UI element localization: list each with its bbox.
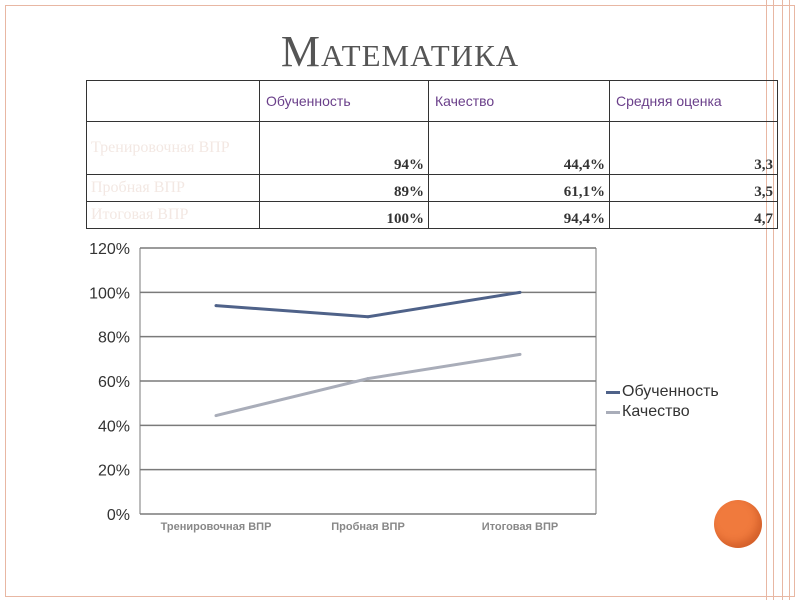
data-point bbox=[367, 315, 370, 318]
decorative-orange-circle bbox=[714, 500, 762, 548]
y-tick-label: 80% bbox=[97, 329, 130, 347]
table-header-row bbox=[87, 81, 778, 122]
x-tick-label: Тренировочная ВПР bbox=[160, 521, 272, 533]
data-point bbox=[519, 353, 522, 356]
data-point bbox=[215, 304, 218, 307]
table-header-srednyaya: Средняя оценка bbox=[610, 81, 778, 122]
data-point bbox=[519, 291, 522, 294]
cell-value: 89% bbox=[260, 175, 429, 202]
cell-value: 4,7 bbox=[610, 202, 778, 229]
legend-item-obuchennost bbox=[606, 382, 719, 402]
cell-value: 3,3 bbox=[610, 122, 778, 175]
table-row bbox=[87, 202, 778, 229]
table-row bbox=[87, 175, 778, 202]
data-point bbox=[215, 414, 218, 417]
legend-label: Обученность bbox=[622, 383, 719, 400]
legend-swatch-kachestvo bbox=[606, 411, 620, 414]
row-label: Итоговая ВПР bbox=[87, 202, 260, 229]
y-tick-label: 60% bbox=[97, 374, 130, 391]
row-label: Тренировочная ВПР bbox=[87, 122, 260, 175]
y-tick-label: 120% bbox=[89, 241, 130, 258]
x-tick-label: Итоговая ВПР bbox=[481, 521, 559, 533]
y-tick-label: 20% bbox=[97, 462, 130, 480]
chart-legend bbox=[606, 382, 719, 422]
cell-value: 61,1% bbox=[429, 175, 610, 202]
table-header-empty bbox=[87, 81, 260, 122]
legend-item-kachestvo bbox=[606, 402, 719, 422]
legend-label: Качество bbox=[622, 403, 690, 420]
table-row bbox=[87, 122, 778, 175]
cell-value: 44,4% bbox=[429, 122, 610, 175]
cell-value: 3,5 bbox=[610, 175, 778, 202]
page-title: Математика bbox=[280, 27, 520, 76]
cell-value: 100% bbox=[260, 202, 429, 229]
x-tick-label: Пробная ВПР bbox=[331, 521, 405, 533]
row-label: Пробная ВПР bbox=[87, 175, 260, 202]
line-chart bbox=[70, 232, 610, 548]
series-line-obuchennost bbox=[216, 292, 520, 316]
y-tick-label: 100% bbox=[89, 285, 130, 303]
table-header-kachestvo: Качество bbox=[429, 81, 610, 122]
cell-value: 94,4% bbox=[429, 202, 610, 229]
data-point bbox=[367, 377, 370, 380]
series-line-kachestvo bbox=[216, 354, 520, 415]
cell-value: 94% bbox=[260, 122, 429, 175]
results-table bbox=[86, 80, 778, 229]
legend-swatch-obuchennost bbox=[606, 391, 620, 394]
table-header-obuchennost: Обученность bbox=[260, 81, 429, 122]
y-tick-label: 40% bbox=[97, 418, 130, 436]
y-tick-label: 0% bbox=[106, 507, 130, 524]
